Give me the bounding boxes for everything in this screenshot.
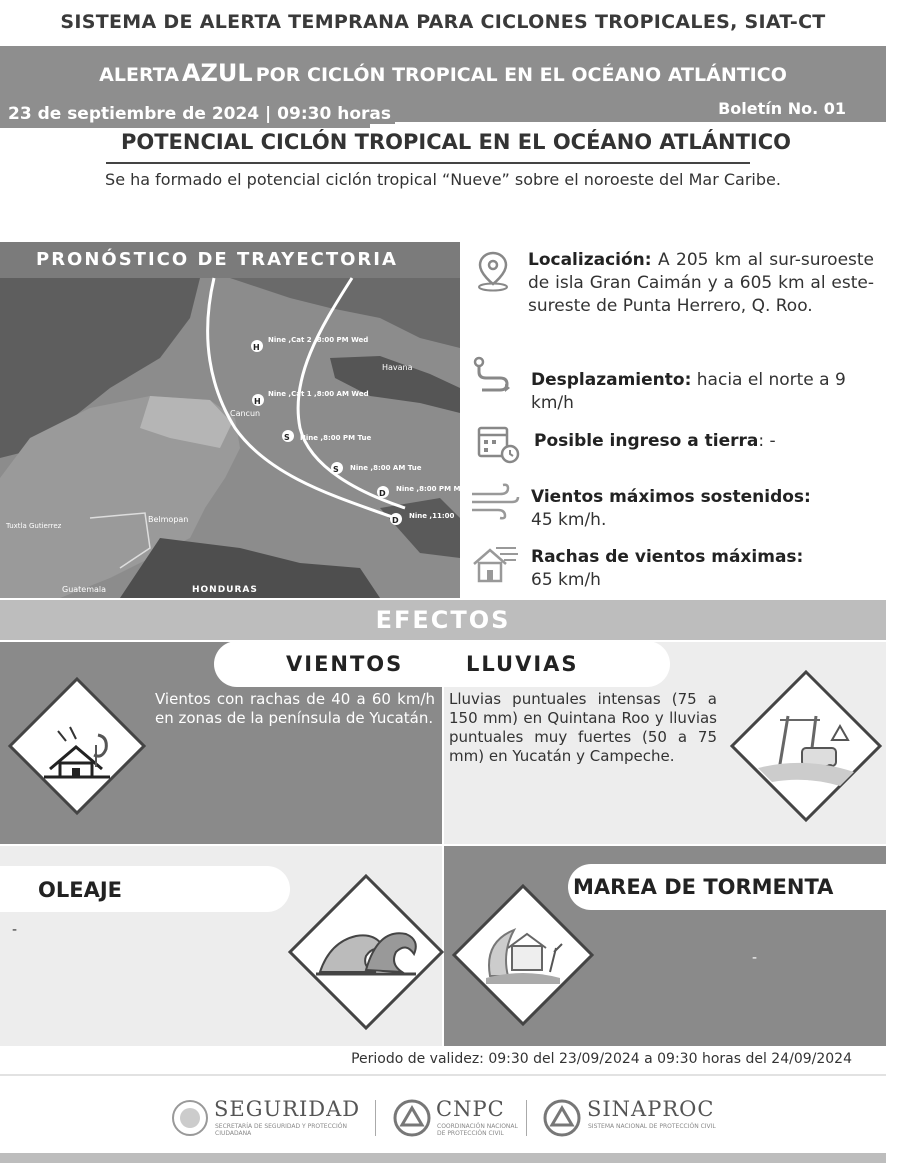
landfall-value: : - <box>758 431 776 451</box>
track-point-label: Nine ,Cat 1 ,8:00 AM Wed <box>268 390 369 398</box>
cnpc-logo-icon <box>392 1098 432 1138</box>
track-point-marker-letter: S <box>333 465 339 474</box>
rain-warning-icon <box>728 668 884 824</box>
landfall-label: Posible ingreso a tierra <box>534 431 759 451</box>
bulletin-number: Boletín No. 01 <box>718 99 846 118</box>
track-point-marker-letter: H <box>253 343 260 352</box>
headline-subtitle: Se ha formado el potencial ciclón tropical “Nueve” sobre el noroeste del Mar Caribe. <box>105 170 781 189</box>
winds-label: Vientos máximos sostenidos: <box>531 487 811 507</box>
forecast-map <box>0 278 471 598</box>
track-point-marker-letter: D <box>379 489 386 498</box>
system-title: SISTEMA DE ALERTA TEMPRANA PARA CICLONES TROPICALES, SIAT-CT <box>60 11 826 33</box>
track-point-label: Nine ,8:00 AM Tue <box>350 464 422 472</box>
alert-prefix: ALERTA <box>99 64 179 86</box>
waves-effect-value: - <box>12 922 18 938</box>
sinaproc-logo-subtitle: SISTEMA NACIONAL DE PROTECCIÓN CIVIL <box>588 1123 716 1130</box>
sinaproc-logo: SINAPROC <box>587 1097 715 1121</box>
surge-effect-value: - <box>752 950 758 966</box>
city-label: Cancun <box>230 409 261 418</box>
seguridad-logo-subtitle: SECRETARÍA DE SEGURIDAD Y PROTECCIÓN CIUDADANA <box>215 1123 347 1137</box>
winds-info <box>531 486 876 532</box>
movement-label: Desplazamiento: <box>531 370 692 390</box>
winds-effect-text: Vientos con rachas de 40 a 60 km/h en zonas de la península de Yucatán. <box>155 690 435 727</box>
movement-value: hacia el norte a 9 km/h <box>531 370 846 413</box>
wind-icon <box>470 484 520 520</box>
city-label: Guatemala <box>62 585 107 594</box>
surge-effect-title: MAREA DE TORMENTA <box>573 875 834 899</box>
gusts-info <box>531 546 876 592</box>
track-point-label: Nine ,8:00 PM Mon <box>396 485 471 493</box>
country-label: HONDURAS <box>192 585 258 595</box>
bulletin-date: 23 de septiembre de 2024 | 09:30 horas <box>4 104 395 124</box>
gusts-label: Rachas de vientos máximas: <box>531 547 804 567</box>
storm-surge-warning-icon <box>450 882 596 1028</box>
alert-banner <box>0 46 886 100</box>
track-point-marker-letter: H <box>254 397 261 406</box>
alert-color-word: AZUL <box>181 59 253 87</box>
gusts-value: 65 km/h <box>531 570 601 590</box>
seguridad-seal-icon <box>170 1098 210 1138</box>
map-header: PRONÓSTICO DE TRAYECTORIA <box>0 242 460 278</box>
seguridad-logo: SEGURIDAD <box>214 1097 361 1121</box>
location-pin-icon <box>474 250 512 292</box>
bottom-bar <box>0 1153 886 1163</box>
waves-warning-icon <box>286 872 446 1032</box>
forecast-map-panel <box>0 242 471 598</box>
winds-effect-title: VIENTOS <box>286 652 404 676</box>
city-label: Belmopan <box>148 515 189 524</box>
track-point-marker-letter: S <box>284 433 290 442</box>
city-label: Havana <box>382 363 413 372</box>
alert-suffix: POR CICLÓN TROPICAL EN EL OCÉANO ATLÁNTICO <box>255 64 787 86</box>
landfall-info <box>534 430 879 453</box>
logo-separator <box>526 1100 527 1136</box>
headline-title: POTENCIAL CICLÓN TROPICAL EN EL OCÉANO ATLÁNTICO <box>120 130 791 154</box>
city-label: Tuxtla Gutierrez <box>6 522 62 530</box>
location-label: Localización: <box>528 250 652 270</box>
location-info <box>528 249 874 318</box>
headline-underline <box>106 162 750 164</box>
rain-effect-text: Lluvias puntuales intensas (75 a 150 mm) en Quintana Roo y lluvias puntuales muy fuertes (50 a 75 mm) en Yucatán y Campeche. <box>449 690 717 765</box>
movement-info <box>531 369 876 415</box>
effects-header: EFECTOS <box>0 600 886 640</box>
waves-effect-title: OLEAJE <box>38 878 122 902</box>
winds-value: 45 km/h. <box>531 510 607 530</box>
track-point-label: Nine ,Cat 2 ,8:00 PM Wed <box>268 336 369 344</box>
gusts-house-icon <box>470 542 520 586</box>
validity-period: Periodo de validez: 09:30 del 23/09/2024 a 09:30 horas del 24/09/2024 <box>351 1051 852 1067</box>
cnpc-logo-subtitle: COORDINACIÓN NACIONAL DE PROTECCIÓN CIVIL <box>437 1123 518 1137</box>
effects-pill-header <box>214 641 670 687</box>
cnpc-logo: CNPC <box>436 1097 505 1121</box>
track-point-label: Nine ,8:00 PM Tue <box>300 434 372 442</box>
track-point-marker-letter: D <box>392 516 399 525</box>
rain-effect-title: LLUVIAS <box>466 652 579 676</box>
location-value: A 205 km al sur-suroeste de isla Gran Caimán y a 605 km al este-sureste de Punta Herrero, Q. Roo. <box>528 250 875 316</box>
footer-divider <box>0 1074 886 1076</box>
logo-separator <box>375 1100 376 1136</box>
wind-warning-icon <box>6 675 148 817</box>
calendar-icon <box>475 420 521 466</box>
route-icon <box>470 354 516 400</box>
sinaproc-logo-icon <box>542 1098 582 1138</box>
track-point-label: Nine ,11:00 <box>409 512 455 520</box>
